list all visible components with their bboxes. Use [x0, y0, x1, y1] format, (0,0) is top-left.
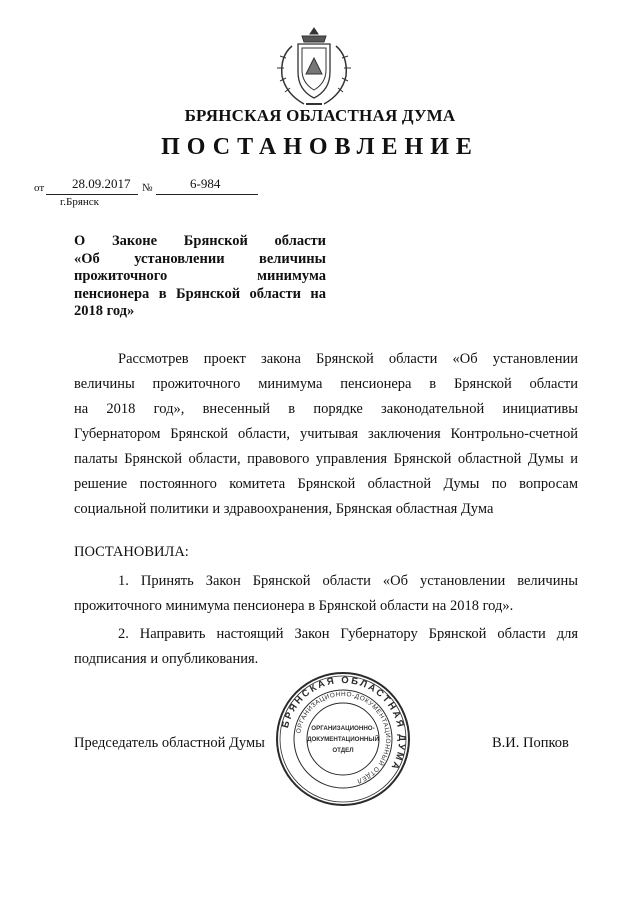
- preamble-line: Рассмотрев проект закона Брянской области «Об установлении: [118, 351, 578, 367]
- from-label: от: [34, 182, 45, 194]
- preamble-line: величины прожиточного минимума пенсионера в Брянской области: [74, 376, 578, 392]
- preamble-line: палаты Брянской области, правового управления Брянской областной Думы и: [74, 451, 578, 467]
- preamble-line: решение постоянного комитета Брянской областной Думы по вопросам: [74, 476, 578, 492]
- stamp-center-line: ОТДЕЛ: [332, 747, 354, 754]
- document-subject: [74, 233, 326, 321]
- preamble-line: социальной политики и здравоохранения, Брянская областная Дума: [74, 501, 494, 517]
- item-2-line: подписания и опубликования.: [74, 651, 259, 667]
- signatory-title: Председатель областной Думы: [74, 735, 265, 751]
- subject-line: пенсионера в Брянской области на: [74, 285, 326, 302]
- number-underline: [156, 193, 258, 195]
- signatory-name: В.И. Попков: [492, 735, 569, 751]
- subject-line: прожиточного минимума: [74, 268, 326, 284]
- organization-name: БРЯНСКАЯ ОБЛАСТНАЯ ДУМА: [184, 106, 456, 125]
- stamp-center-line: ДОКУМЕНТАЦИОННЫЙ: [307, 736, 379, 743]
- item-1-line: 1. Принять Закон Брянской области «Об установлении величины: [118, 573, 578, 589]
- item-2: [74, 622, 578, 672]
- number-label: №: [142, 182, 153, 194]
- document-number: 6-984: [190, 176, 221, 191]
- date-underline: [46, 193, 138, 195]
- preamble-paragraph: [74, 347, 578, 522]
- preamble-line: на 2018 год», внесенный в порядке законодательной инициативы: [74, 401, 578, 417]
- coat-of-arms-icon: [262, 22, 366, 112]
- decided-heading: ПОСТАНОВИЛА:: [74, 544, 189, 560]
- official-stamp: [274, 670, 412, 808]
- item-1: [74, 569, 578, 619]
- subject-line: 2018 год»: [74, 303, 135, 319]
- preamble-line: Губернатором Брянской области, учитывая заключения Контрольно-счетной: [74, 426, 578, 442]
- document-type: ПОСТАНОВЛЕНИЕ: [161, 134, 479, 160]
- stamp-center-line: ОРГАНИЗАЦИОННО-: [311, 725, 375, 732]
- subject-line: О Законе Брянской области: [74, 233, 326, 249]
- document-date: 28.09.2017: [72, 176, 131, 191]
- subject-line: «Об установлении величины: [74, 250, 326, 267]
- city: г.Брянск: [60, 196, 100, 208]
- stamp-ring-text: БРЯНСКАЯ ОБЛАСТНАЯ ДУМА: [280, 674, 408, 773]
- item-2-line: 2. Направить настоящий Закон Губернатору Брянской области для: [118, 626, 578, 642]
- item-1-line: прожиточного минимума пенсионера в Брянской области на 2018 год».: [74, 598, 514, 614]
- stamp-inner-ring-text: ОРГАНИЗАЦИОННО-ДОКУМЕНТАЦИОННЫЙ ОТДЕЛ: [295, 690, 392, 785]
